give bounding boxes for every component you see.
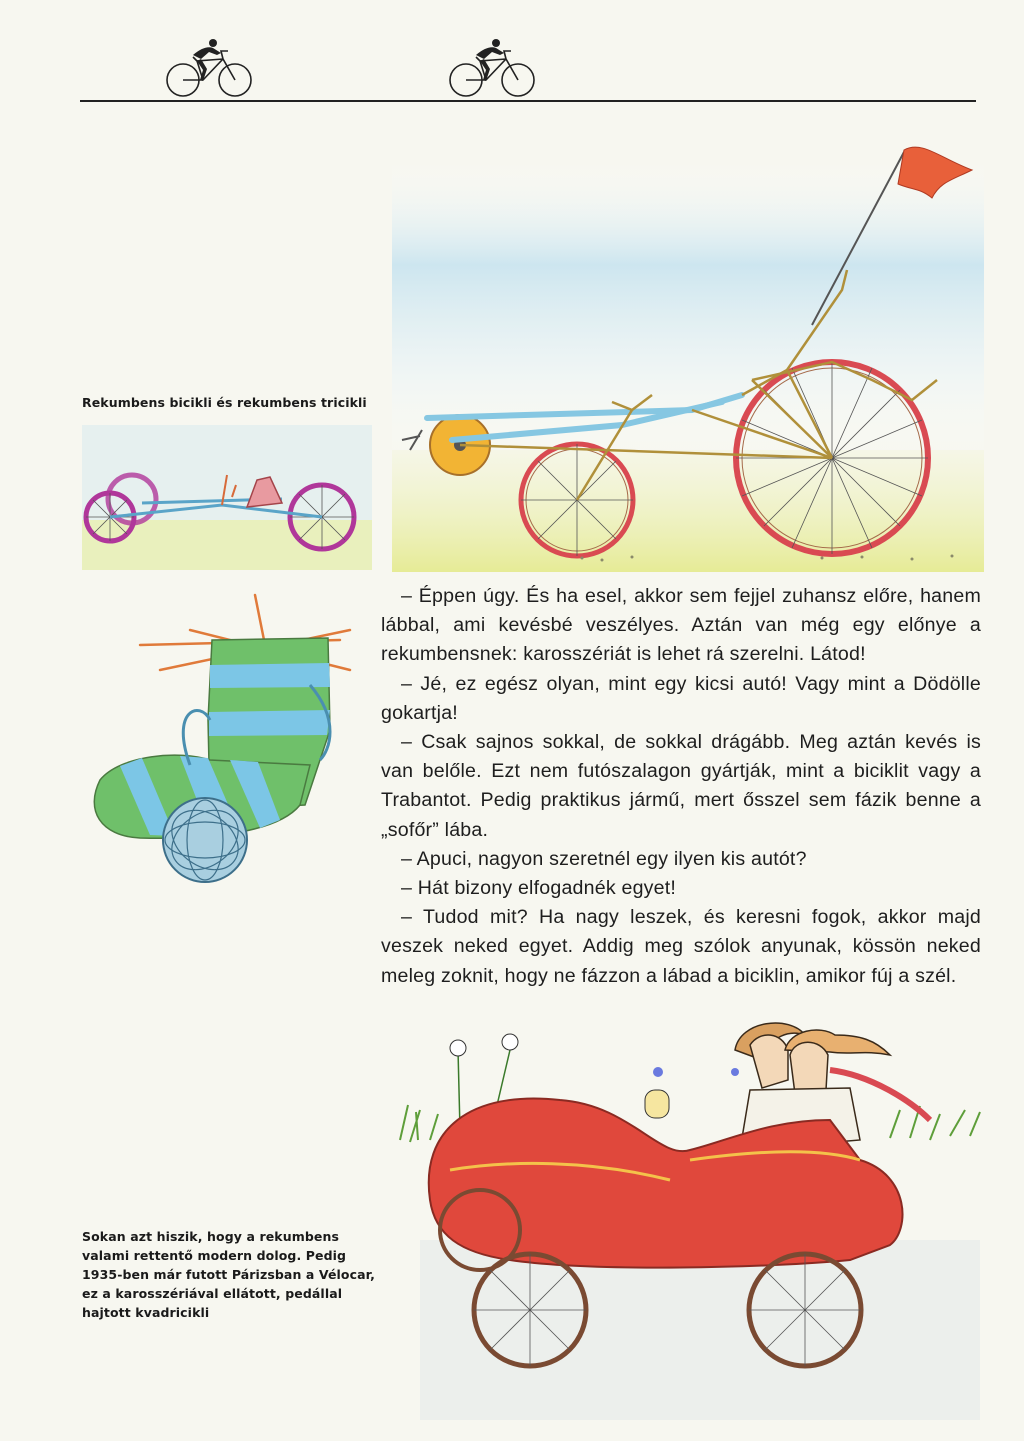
velocar-illustration [390, 1010, 985, 1430]
story-paragraph: – Apuci, nagyon szeretnél egy ilyen kis autót? [401, 847, 807, 870]
recumbent-tricycle-illustration [82, 425, 372, 570]
caption-velocar: Sokan azt hiszik, hogy a rekumbens valami rettentő modern dolog. Pedig 1935-ben már futott Párizsban a Vélocar, ez a karosszériával ellátott, pedállal hajtott kvadricikli [82, 1229, 375, 1320]
cyclist-icon-right [448, 35, 538, 101]
sock-illustration [80, 590, 370, 890]
story-paragraph: – Jé, ez egész olyan, mint egy kicsi autó! Vagy mint a Dödölle gokartja! [381, 672, 981, 724]
story-paragraph: – Éppen úgy. És ha esel, akkor sem fejjel zuhansz előre, hanem lábbal, ami kevésbé veszélyes. Aztán van még egy előnye a rekumbensnek: karosszériát is lehet rá szerelni. Látod! [381, 585, 981, 666]
header-rule [80, 100, 976, 102]
story-paragraph: – Hát bizony elfogadnék egyet! [401, 877, 677, 900]
cyclist-icon-left [165, 35, 255, 101]
story-paragraph: – Tudod mit? Ha nagy leszek, és keresni fogok, akkor majd veszek neked egyet. Addig meg szólok anyunak, kössön neked meleg zoknit, hogy ne fázzon a lábad a biciklin, amikor fúj a szél. [381, 906, 981, 987]
recumbent-bicycle-illustration [392, 140, 984, 572]
caption-recumbent: Rekumbens bicikli és rekumbens tricikli [82, 395, 367, 410]
story-paragraph: – Csak sajnos sokkal, de sokkal drágább. Meg aztán kevés is van belőle. Ezt nem futószalagon gyártják, mint a biciklit vagy a Trabantot. Pedig praktikus jármű, mert ősszel sem fázik benne a „sofőr” lába. [381, 731, 981, 841]
story-text [381, 582, 981, 991]
